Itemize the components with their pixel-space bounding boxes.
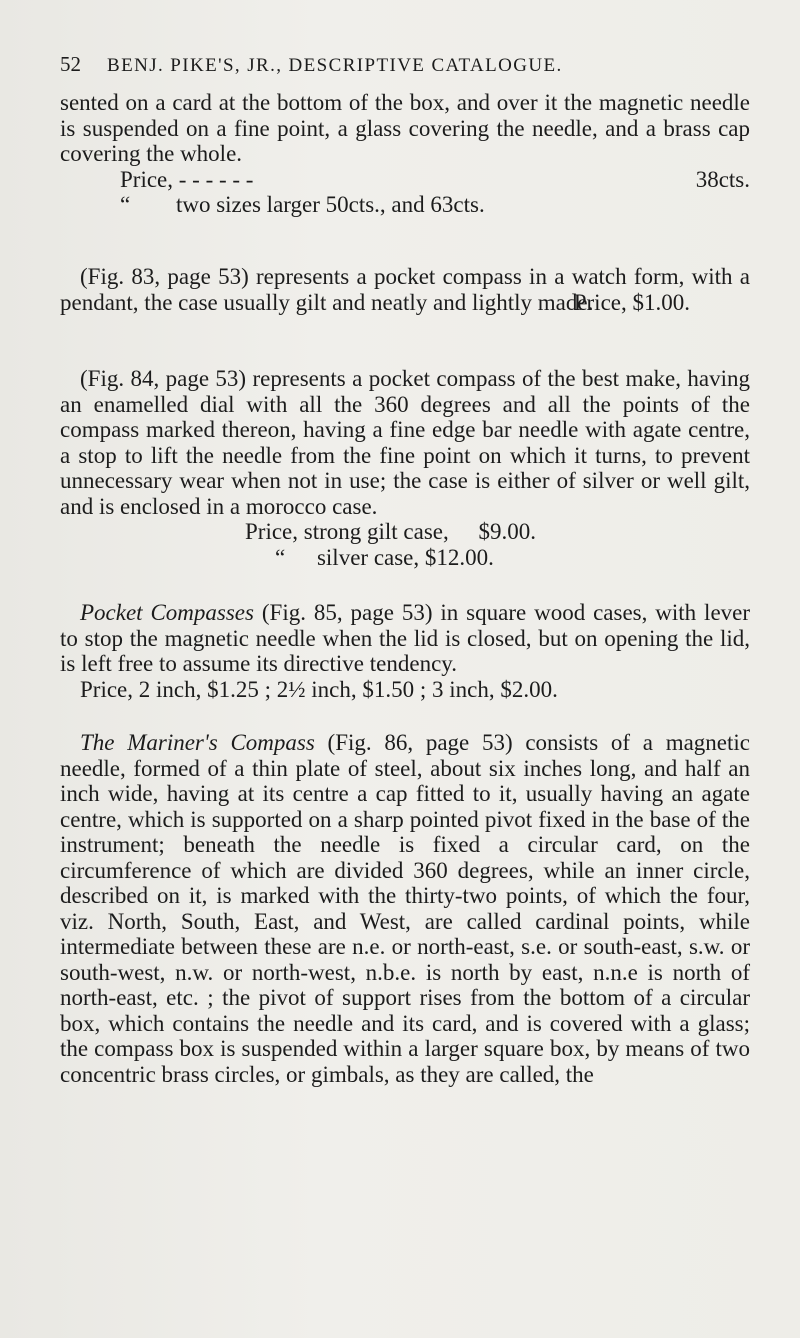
running-title: BENJ. PIKE'S, JR., DESCRIPTIVE CATALOGUE. [107,55,563,76]
price-gilt-line [60,519,750,545]
price-gilt-value: $9.00. [478,519,537,544]
price-sizes: two sizes larger 50cts., and 63cts. [175,192,485,217]
price-fig-85: Price, 2 inch, $1.25 ; 2½ inch, $1.50 ; 3 inch, $2.00. [80,676,558,702]
price-value: 38cts. [695,166,750,192]
price-line-2 [60,192,750,218]
paragraph-fig-86 [60,730,750,1087]
paragraph-text: (Fig. 83, page 53) represents a pocket compass in a watch form, with a pendant, the case usually gilt and neatly and lightly made. [60,264,750,315]
paragraph-text: (Fig. 86, page 53) consists of a magnetic needle, formed of a thin plate of steel, about six inches long, and half an inch wide, having at its centre a cap fitted to it, usually having an agate centre, which is supported on a sharp pointed pivot fixed in the base of the instrument; beneath the needle is fixed a circular card, on the circumference of which are divided 360 degrees, while an inner circle, described on it, is marked with the thirty-two points, of which the four, viz. North, South, East, and West, are called cardinal points, while intermediate between these are n.e. or north-east, s.e. or south-east, s.w. or south-west, n.w. or north-west, n.b.e. is north by east, n.n.e is north of north-east, etc. ; the pivot of support rises from the bottom of a circular box, which contains the needle and its card, and is covered with a glass; the compass box is suspended within a larger square box, by means of two concentric brass circles, or gimbals, as they are called, the [60,730,750,1087]
ditto-mark: “ [275,544,286,570]
paragraph-needle-compass [60,90,750,218]
paragraph-fig-85 [60,600,750,702]
paragraph-text: sented on a card at the bottom of the box, and over it the magnetic needle is suspended on a fine point, a glass covering the needle, and a brass cap covering the whole. [60,90,750,166]
price-silver-line [60,545,750,571]
price-gilt-label: Price, strong gilt case, [245,519,449,544]
paragraph-fig-84 [60,366,750,570]
page-number: 52 [60,52,81,76]
section-title: Pocket Compasses [80,600,254,625]
price-label: Price, - - - - - - [120,166,254,192]
paragraph-text: (Fig. 85, page 53) in square wood cases, with lever to stop the magnetic needle when the lid is closed, but on opening the lid, is left free to assume its directive tendency. [60,600,751,676]
price-fig-83: Price, $1.00. [573,289,690,315]
paragraph-fig-83 [60,264,750,315]
ditto-mark: “ [120,192,131,217]
paragraph-text: (Fig. 84, page 53) represents a pocket compass of the best make, having an enamelled dial with all the 360 degrees and all the points of the compass marked thereon, having a fine edge bar needle with agate centre, a stop to lift the needle from the fine point on which it turns, to prevent unnecessary wear when not in use; the case is either of silver or well gilt, and is enclosed in a morocco case. [60,366,750,519]
section-title: The Mariner's Compass [80,730,315,755]
price-silver-label: silver case, [316,544,420,570]
price-line [60,167,750,193]
price-silver-value: $12.00. [424,544,494,570]
running-header [60,52,760,77]
